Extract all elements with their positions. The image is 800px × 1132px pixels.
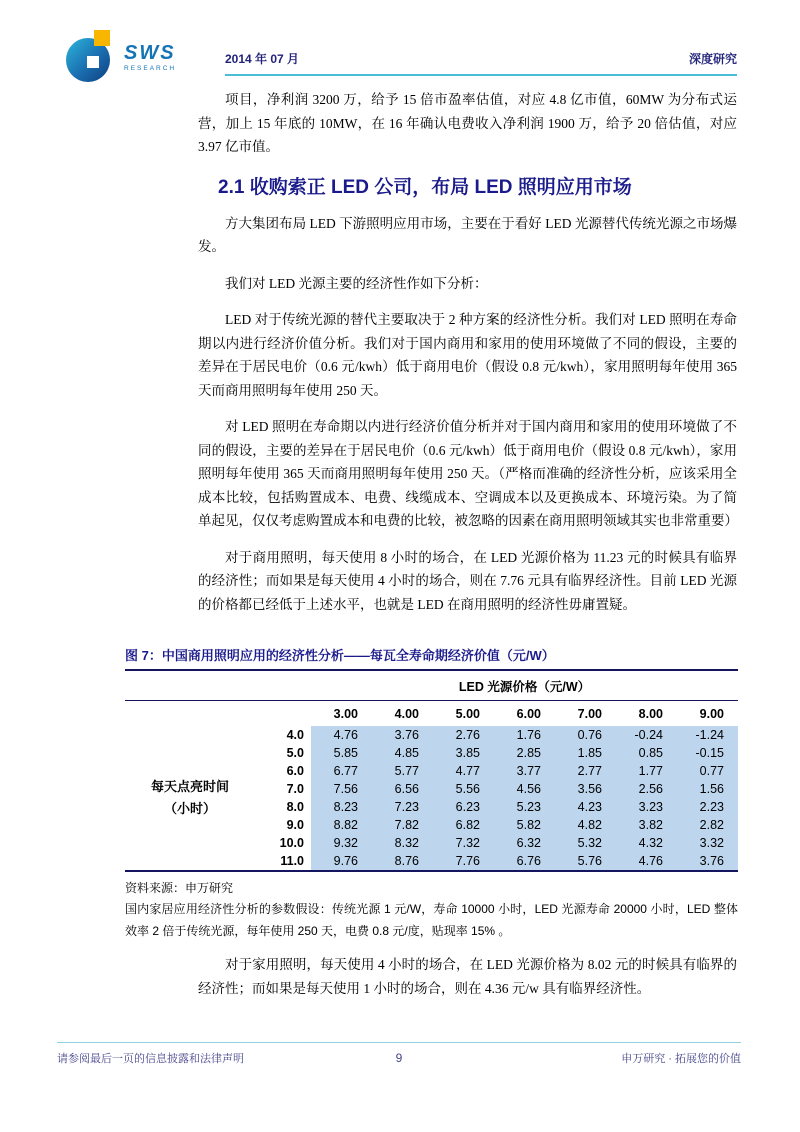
table-cell: 4.56 (494, 780, 555, 798)
header-rule-bar (225, 50, 737, 76)
report-type: 深度研究 (688, 52, 737, 66)
table-cell: 2.77 (555, 762, 616, 780)
table-cell: 6.77 (311, 762, 372, 780)
assumption-note: 国内家居应用经济性分析的参数假设：传统光源 1 元/W，寿命 10000 小时，LED 光源寿命 20000 小时，LED 整体效率 2 倍于传统光源，每年使用 250 天，电费 0.8 元/度，贴现率 15% 。 (125, 902, 738, 938)
table-cell: 3.76 (677, 852, 738, 871)
table-cell: 4.82 (555, 816, 616, 834)
table-cell: 5.82 (494, 816, 555, 834)
table-group-header-row (125, 671, 738, 701)
table-cell: 6.56 (372, 780, 433, 798)
table-cell: 4.23 (555, 798, 616, 816)
column-header: 7.00 (577, 707, 602, 721)
table-cell: 7.82 (372, 816, 433, 834)
row-group-label: 每天点亮时间 （小时） (125, 726, 255, 871)
table-cell: 3.23 (616, 798, 677, 816)
table-cell: 1.56 (677, 780, 738, 798)
logo-subtext: RESEARCH (124, 64, 177, 72)
table-cell: 3.56 (555, 780, 616, 798)
table-cell: 3.77 (494, 762, 555, 780)
column-header-row (125, 701, 738, 727)
table-corner-cell (125, 671, 311, 701)
table-cell: 6.23 (433, 798, 494, 816)
logo-notch-icon (87, 56, 99, 68)
economics-table (125, 671, 738, 872)
table-cell: 6.82 (433, 816, 494, 834)
table-cell: 8.76 (372, 852, 433, 871)
row-header: 9.0 (255, 816, 311, 834)
column-header: 4.00 (394, 707, 419, 721)
paragraph: 对于商用照明，每天使用 8 小时的场合，在 LED 光源价格为 11.23 元的时候具有临界的经济性；而如果是每天使用 4 小时的场合，则在 7.76 元具有临界经济性。目前 LED 光源的价格都已经低于上述水平，也就是 LED 在商用照明的经济性毋庸置疑。 (198, 549, 737, 612)
table-cell: 5.56 (433, 780, 494, 798)
table-cell: 9.32 (311, 834, 372, 852)
table-cell: 2.76 (433, 726, 494, 744)
column-header: 3.00 (333, 707, 358, 721)
sws-logo (66, 28, 176, 86)
body-content (198, 88, 737, 616)
row-header: 6.0 (255, 762, 311, 780)
table-cell: 0.76 (555, 726, 616, 744)
table-cell: 2.56 (616, 780, 677, 798)
table-cell: 3.76 (372, 726, 433, 744)
table-cell: 5.76 (555, 852, 616, 871)
source-note: 资料来源：申万研究 (125, 881, 234, 895)
table-cell: 6.32 (494, 834, 555, 852)
column-header: 9.00 (699, 707, 724, 721)
table-cell: 2.23 (677, 798, 738, 816)
table-cell: 5.85 (311, 744, 372, 762)
row-header: 7.0 (255, 780, 311, 798)
row-header: 11.0 (255, 852, 311, 871)
table-cell: 3.85 (433, 744, 494, 762)
figure-title: 图 7：中国商用照明应用的经济性分析——每瓦全寿命期经济价值（元/W） (125, 645, 738, 671)
paragraph: 我们对 LED 光源主要的经济性作如下分析： (225, 275, 488, 291)
row-header: 8.0 (255, 798, 311, 816)
table-cell: 4.76 (311, 726, 372, 744)
page-header (0, 0, 800, 88)
table-cell: 2.85 (494, 744, 555, 762)
table-cell: 4.32 (616, 834, 677, 852)
table-group-header: LED 光源价格（元/W） (311, 671, 738, 701)
page-footer (57, 1042, 741, 1066)
table-body (125, 726, 738, 871)
paragraph: 方大集团布局 LED 下游照明应用市场，主要在于看好 LED 光源替代传统光源之市场爆发。 (198, 215, 737, 254)
table-cell: 9.76 (311, 852, 372, 871)
logo-square-icon (94, 30, 110, 46)
table-cell: 1.76 (494, 726, 555, 744)
row-header: 5.0 (255, 744, 311, 762)
footer-disclaimer: 请参阅最后一页的信息披露和法律声明 (57, 1053, 244, 1065)
table-cell: 5.23 (494, 798, 555, 816)
table-cell: 8.32 (372, 834, 433, 852)
paragraph-continuation: 项目，净利润 3200 万，给予 15 倍市盈率估值，对应 4.8 亿市值，60MW 为分布式运营，加上 15 年底的 10MW，在 16 年确认电费收入净利润 1900 万，给予 20 倍估值，对应 3.97 亿市值。 (198, 92, 737, 154)
table-cell: -0.15 (677, 744, 738, 762)
paragraph: LED 对于传统光源的替代主要取决于 2 种方案的经济性分析。我们对 LED 照明在寿命期以内进行经济价值分析。我们对于国内商用和家用的使用环境做了不同的假设，主要的差异在于居民电价（0.6 元/kwh）低于商用电价（假设 0.8 元/kwh），家用照明每年使用 365 天而商用照明每年使用 250 天。 (198, 312, 737, 398)
table-cell: 4.76 (616, 852, 677, 871)
figure-7 (125, 645, 738, 942)
table-cell: 7.32 (433, 834, 494, 852)
column-header: 6.00 (516, 707, 541, 721)
table-cell: -0.24 (616, 726, 677, 744)
table-cell: 5.32 (555, 834, 616, 852)
table-cell: 5.77 (372, 762, 433, 780)
logo-brand-text: SWS (124, 41, 176, 64)
column-header: 5.00 (455, 707, 480, 721)
table-cell: 7.23 (372, 798, 433, 816)
table-cell: 6.76 (494, 852, 555, 871)
table-cell: 1.77 (616, 762, 677, 780)
table-cell: 3.82 (616, 816, 677, 834)
paragraph: 对 LED 照明在寿命期以内进行经济价值分析并对于国内商用和家用的使用环境做了不同的假设，主要的差异在于居民电价（0.6 元/kwh）低于商用电价（假设 0.8 元/kwh），家用照明每年使用 365 天而商用照明每年使用 250 天。（严格而准确的经济性分析，应该采用全成本比较，包括购置成本、电费、线缆成本、空调成本以及更换成本、环境污染。为了简单起见，仅仅考虑购置成本和电费的比较，被忽略的因素在商用照明领域其实也非常重要） (198, 419, 738, 528)
column-header: 8.00 (638, 707, 663, 721)
section-heading: 2.1 收购索正 LED 公司，布局 LED 照明应用市场 (218, 176, 632, 198)
table-cell: 7.76 (433, 852, 494, 871)
row-header: 10.0 (255, 834, 311, 852)
table-row (125, 726, 738, 744)
row-header: 4.0 (255, 726, 311, 744)
report-date: 2014 年 07 月 (225, 52, 300, 66)
page-number: 9 (395, 1051, 403, 1065)
table-cell: 3.32 (677, 834, 738, 852)
table-cell: 1.85 (555, 744, 616, 762)
sws-logo-icon (66, 28, 118, 86)
paragraph: 对于家用照明，每天使用 4 小时的场合，在 LED 光源价格为 8.02 元的时候具有临界的经济性；而如果是每天使用 1 小时的场合，则在 4.36 元/w 具有临界经济性。 (198, 957, 737, 996)
table-cell: 8.23 (311, 798, 372, 816)
closing-content (198, 953, 737, 1000)
table-cell: 2.82 (677, 816, 738, 834)
logo-text-block (124, 43, 176, 72)
footer-slogan: 申万研究 · 拓展您的价值 (621, 1053, 741, 1065)
table-cell: 0.85 (616, 744, 677, 762)
table-corner-cell (125, 701, 311, 727)
table-cell: 7.56 (311, 780, 372, 798)
table-cell: 4.85 (372, 744, 433, 762)
table-cell: 0.77 (677, 762, 738, 780)
table-cell: 4.77 (433, 762, 494, 780)
table-cell: 8.82 (311, 816, 372, 834)
table-cell: -1.24 (677, 726, 738, 744)
